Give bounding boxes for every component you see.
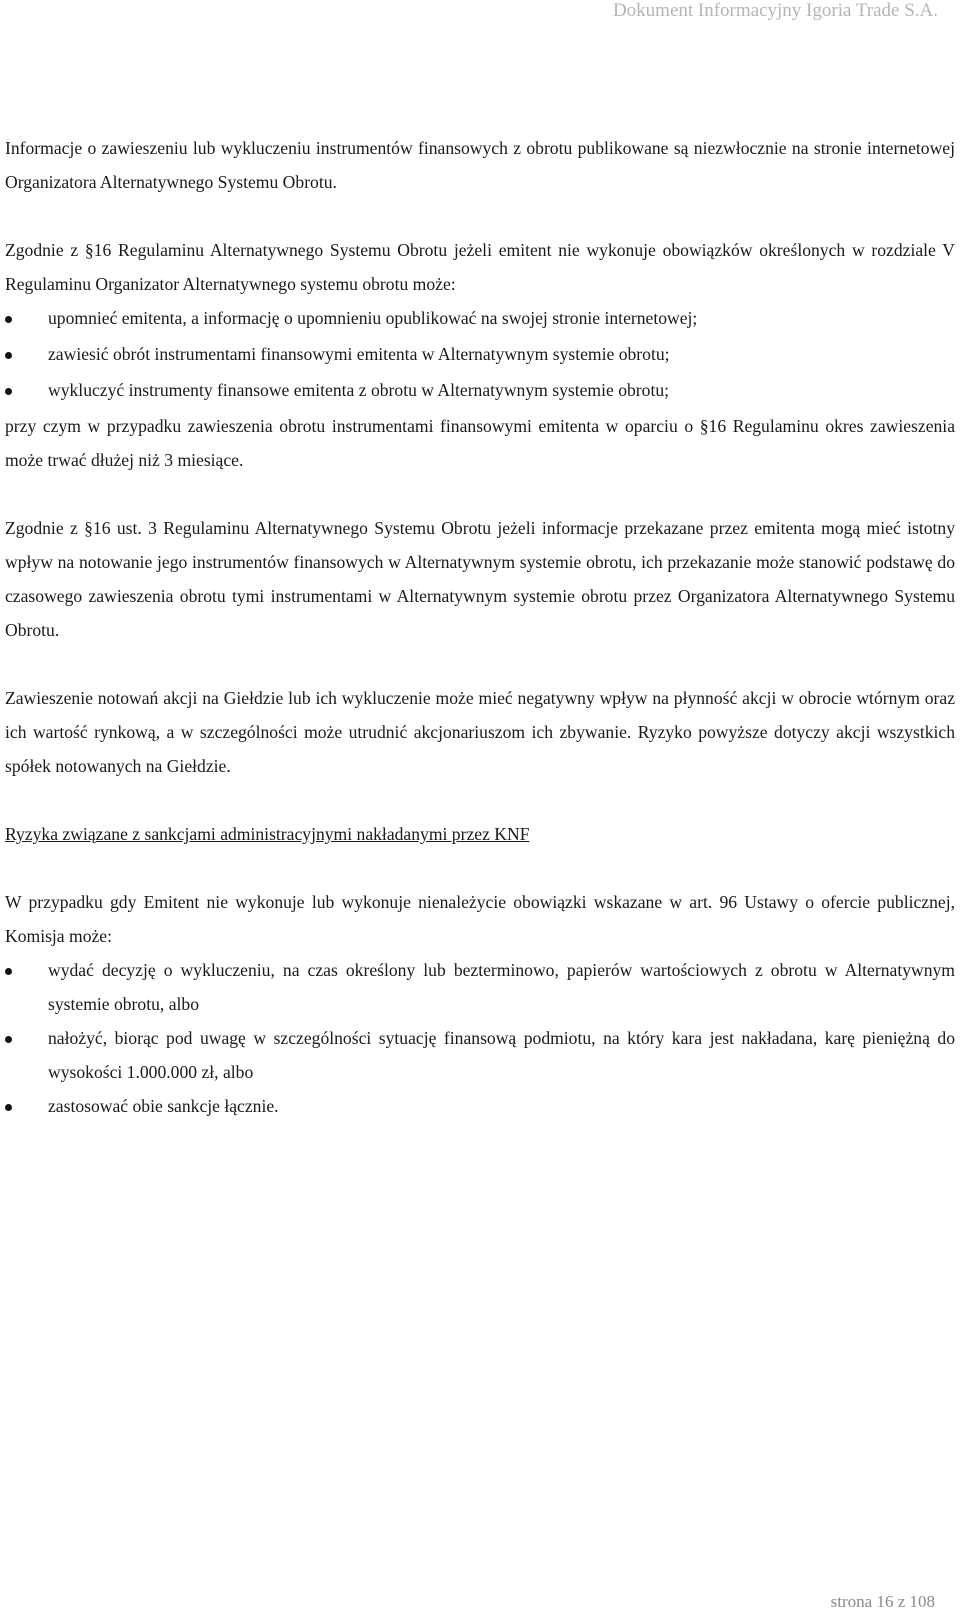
list-item-text: wykluczyć instrumenty finansowe emitenta z obrotu w Alternatywnym systemie obrotu;	[48, 380, 670, 400]
list-item-text: zastosować obie sankcje łącznie.	[48, 1096, 279, 1116]
list-item	[5, 953, 955, 1021]
paragraph-suspension-duration: przy czym w przypadku zawieszenia obrotu instrumentami finansowymi emitenta w oparciu o §16 Regulaminu okres zawieszenia może trwać dłużej niż 3 miesiące.	[5, 416, 955, 470]
document-body	[5, 131, 955, 1125]
bullet-icon	[5, 388, 12, 395]
paragraph-suspension-info: Informacje o zawieszeniu lub wykluczeniu instrumentów finansowych z obrotu publikowane są niezwłocznie na stronie internetowej Organizatora Alternatywnego Systemu Obrotu.	[5, 138, 955, 192]
list-item-text: zawiesić obrót instrumentami finansowymi emitenta w Alternatywnym systemie obrotu;	[48, 344, 670, 364]
page-number: strona 16 z 108	[830, 1592, 935, 1611]
list-item	[5, 1089, 955, 1125]
paragraph-exchange-risk: Zawieszenie notowań akcji na Giełdzie lub ich wykluczenie może mieć negatywny wpływ na płynność akcji w obrocie wtórnym oraz ich wartość rynkową, a w szczególności może utrudnić akcjonariuszom ich zbywanie. Ryzyko powyższe dotyczy akcji wszystkich spółek notowanych na Giełdzie.	[5, 688, 955, 776]
paragraph-regulation-16: Zgodnie z §16 Regulaminu Alternatywnego Systemu Obrotu jeżeli emitent nie wykonuje obowiązków określonych w rozdziale V Regulaminu Organizator Alternatywnego systemu obrotu może:	[5, 240, 955, 294]
document-header: Dokument Informacyjny Igoria Trade S.A.	[612, 0, 938, 21]
list-item	[5, 337, 955, 373]
bullet-icon	[5, 352, 12, 359]
bullet-icon	[5, 316, 12, 323]
list-item-text: upomnieć emitenta, a informację o upomnieniu opublikować na swojej stronie internetowej;	[48, 308, 698, 328]
paragraph-regulation-16-3: Zgodnie z §16 ust. 3 Regulaminu Alternatywnego Systemu Obrotu jeżeli informacje przekazane przez emitenta mogą mieć istotny wpływ na notowanie jego instrumentów finansowych w Alternatywnym systemie obrotu, ich przekazanie może stanowić podstawę do czasowego zawieszenia obrotu tymi instrumentami w Alternatywnym systemie obrotu przez Organizatora Alternatywnego Systemu Obrotu.	[5, 518, 955, 640]
list-item	[5, 373, 955, 409]
bullet-icon	[5, 968, 12, 975]
list-item	[5, 301, 955, 337]
bullet-icon	[5, 1036, 12, 1043]
list-item-text: wydać decyzję o wykluczeniu, na czas określony lub bezterminowo, papierów wartościowych z obrotu w Alternatywnym systemie obrotu, albo	[48, 960, 955, 1014]
bullet-icon	[5, 1104, 12, 1111]
list-item	[5, 1021, 955, 1089]
sanctions-list-organizer	[5, 301, 955, 409]
section-heading: Ryzyka związane z sankcjami administracyjnymi nakładanymi przez KNF	[5, 824, 530, 844]
list-item-text: nałożyć, biorąc pod uwagę w szczególności sytuację finansową podmiotu, na który kara jest nakładana, karę pieniężną do wysokości 1.000.000 zł, albo	[48, 1028, 955, 1082]
sanctions-list-knf	[5, 953, 955, 1125]
paragraph-knf-sanctions: W przypadku gdy Emitent nie wykonuje lub wykonuje nienależycie obowiązki wskazane w art. 96 Ustawy o ofercie publicznej, Komisja może:	[5, 892, 955, 946]
